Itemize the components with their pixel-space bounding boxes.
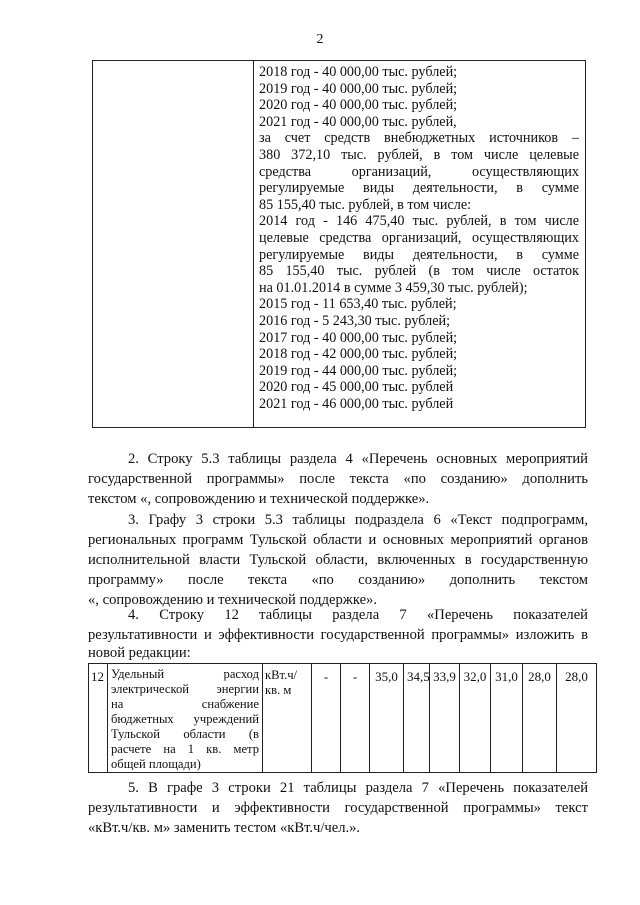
- funding-line: 2020 год - 45 000,00 тыс. рублей: [259, 379, 454, 396]
- funding-line: 2021 год - 46 000,00 тыс. рублей: [259, 395, 454, 412]
- paragraph-line: государственной программы» после текста «по созданию» дополнить: [88, 471, 588, 487]
- funding-line: за счет средств внебюджетных источников –: [259, 130, 579, 147]
- funding-line: регулируемые виды деятельности, в сумме: [259, 180, 579, 197]
- unit-line: кв. м: [265, 683, 292, 697]
- funding-line: 2019 год - 44 000,00 тыс. рублей;: [259, 362, 458, 379]
- funding-line: 2020 год - 40 000,00 тыс. рублей;: [259, 97, 458, 114]
- value-cell: -: [312, 664, 341, 773]
- amendment-paragraph-4: [88, 605, 588, 661]
- paragraph-line: новой редакции:: [88, 645, 191, 661]
- indicator-name: [108, 664, 263, 773]
- value-cell: 35,0: [370, 664, 404, 773]
- funding-line: 2015 год - 11 653,40 тыс. рублей;: [259, 296, 457, 313]
- funding-line: на 01.01.2014 в сумме 3 459,30 тыс. рублей);: [259, 279, 528, 296]
- paragraph-line: «кВт.ч/кв. м» заменить тестом «кВт.ч/чел.».: [88, 820, 361, 836]
- amendment-paragraph-2: [88, 449, 588, 509]
- funding-line: 2017 год - 40 000,00 тыс. рублей;: [259, 329, 458, 346]
- value-cell: 28,0: [557, 664, 597, 773]
- indicator-name-line: на снабжение: [111, 697, 259, 711]
- value-cell: 28,0: [523, 664, 557, 773]
- paragraph-line: 2. Строку 5.3 таблицы раздела 4 «Перечень основных мероприятий: [128, 451, 588, 467]
- indicator-name-line: бюджетных учреждений: [111, 712, 259, 726]
- value-cell: 34,5: [404, 664, 430, 773]
- paragraph-line: текстом «, сопровождению и технической поддержке».: [88, 491, 430, 507]
- funding-line: 85 155,40 тыс. рублей, в том числе:: [259, 196, 472, 213]
- funding-line: регулируемые виды деятельности, в сумме: [259, 246, 579, 263]
- unit-line: кВт.ч/: [265, 668, 298, 682]
- continuation-table: [92, 60, 586, 428]
- paragraph-line: исполнительной власти Тульской области, включенных в государственную: [88, 552, 588, 568]
- paragraph-line: результативности и эффективности государственной программы» текст: [88, 800, 588, 816]
- funding-line: 2014 год - 146 475,40 тыс. рублей, в том числе: [259, 213, 579, 230]
- indicator-name-line: Тульской области (в: [111, 727, 259, 741]
- value-cell: 32,0: [460, 664, 491, 773]
- table-row: [89, 664, 597, 773]
- paragraph-line: региональных программ Тульской области и основных мероприятий органов: [88, 532, 588, 548]
- row-number: 12: [89, 664, 108, 773]
- value-cell: -: [341, 664, 370, 773]
- column-divider: [253, 61, 254, 427]
- value-cell: 31,0: [491, 664, 523, 773]
- paragraph-line: 3. Графу 3 строки 5.3 таблицы подраздела 6 «Текст подпрограмм,: [128, 512, 588, 528]
- indicator-name-line: Удельный расход: [111, 667, 259, 681]
- funding-line: 2021 год - 40 000,00 тыс. рублей,: [259, 113, 457, 130]
- indicator-name-line: общей площади): [111, 757, 201, 771]
- paragraph-line: 5. В графе 3 строки 21 таблицы раздела 7 «Перечень показателей: [128, 780, 588, 796]
- indicator-name-line: электрической энергии: [111, 682, 259, 696]
- funding-line: 2018 год - 40 000,00 тыс. рублей;: [259, 64, 458, 80]
- paragraph-line: результативности и эффективности государственной программы» изложить в: [88, 627, 588, 643]
- unit-cell: [263, 664, 312, 773]
- page-number: 2: [316, 32, 324, 47]
- funding-line: 2016 год - 5 243,30 тыс. рублей;: [259, 312, 451, 329]
- funding-cell: [259, 64, 579, 412]
- funding-line: 85 155,40 тыс. рублей (в том числе остаток: [259, 263, 579, 280]
- indicator-row-table: [88, 663, 597, 773]
- indicator-name-line: расчете на 1 кв. метр: [111, 742, 259, 756]
- funding-line: 2019 год - 40 000,00 тыс. рублей;: [259, 80, 458, 97]
- funding-line: средства организаций, осуществляющих: [259, 163, 579, 180]
- paragraph-line: «, сопровождению и технической поддержке».: [88, 592, 377, 608]
- paragraph-line: 4. Строку 12 таблицы раздела 7 «Перечень показателей: [128, 607, 588, 623]
- paragraph-line: программу» после текста «по созданию» дополнить текстом: [88, 572, 588, 588]
- amendment-paragraph-5: [88, 778, 588, 838]
- value-cell: 33,9: [430, 664, 460, 773]
- funding-line: целевые средства организаций, осуществляющих: [259, 229, 579, 246]
- funding-line: 380 372,10 тыс. рублей, в том числе целевые: [259, 146, 579, 163]
- amendment-paragraph-3: [88, 510, 588, 610]
- funding-line: 2018 год - 42 000,00 тыс. рублей;: [259, 346, 458, 363]
